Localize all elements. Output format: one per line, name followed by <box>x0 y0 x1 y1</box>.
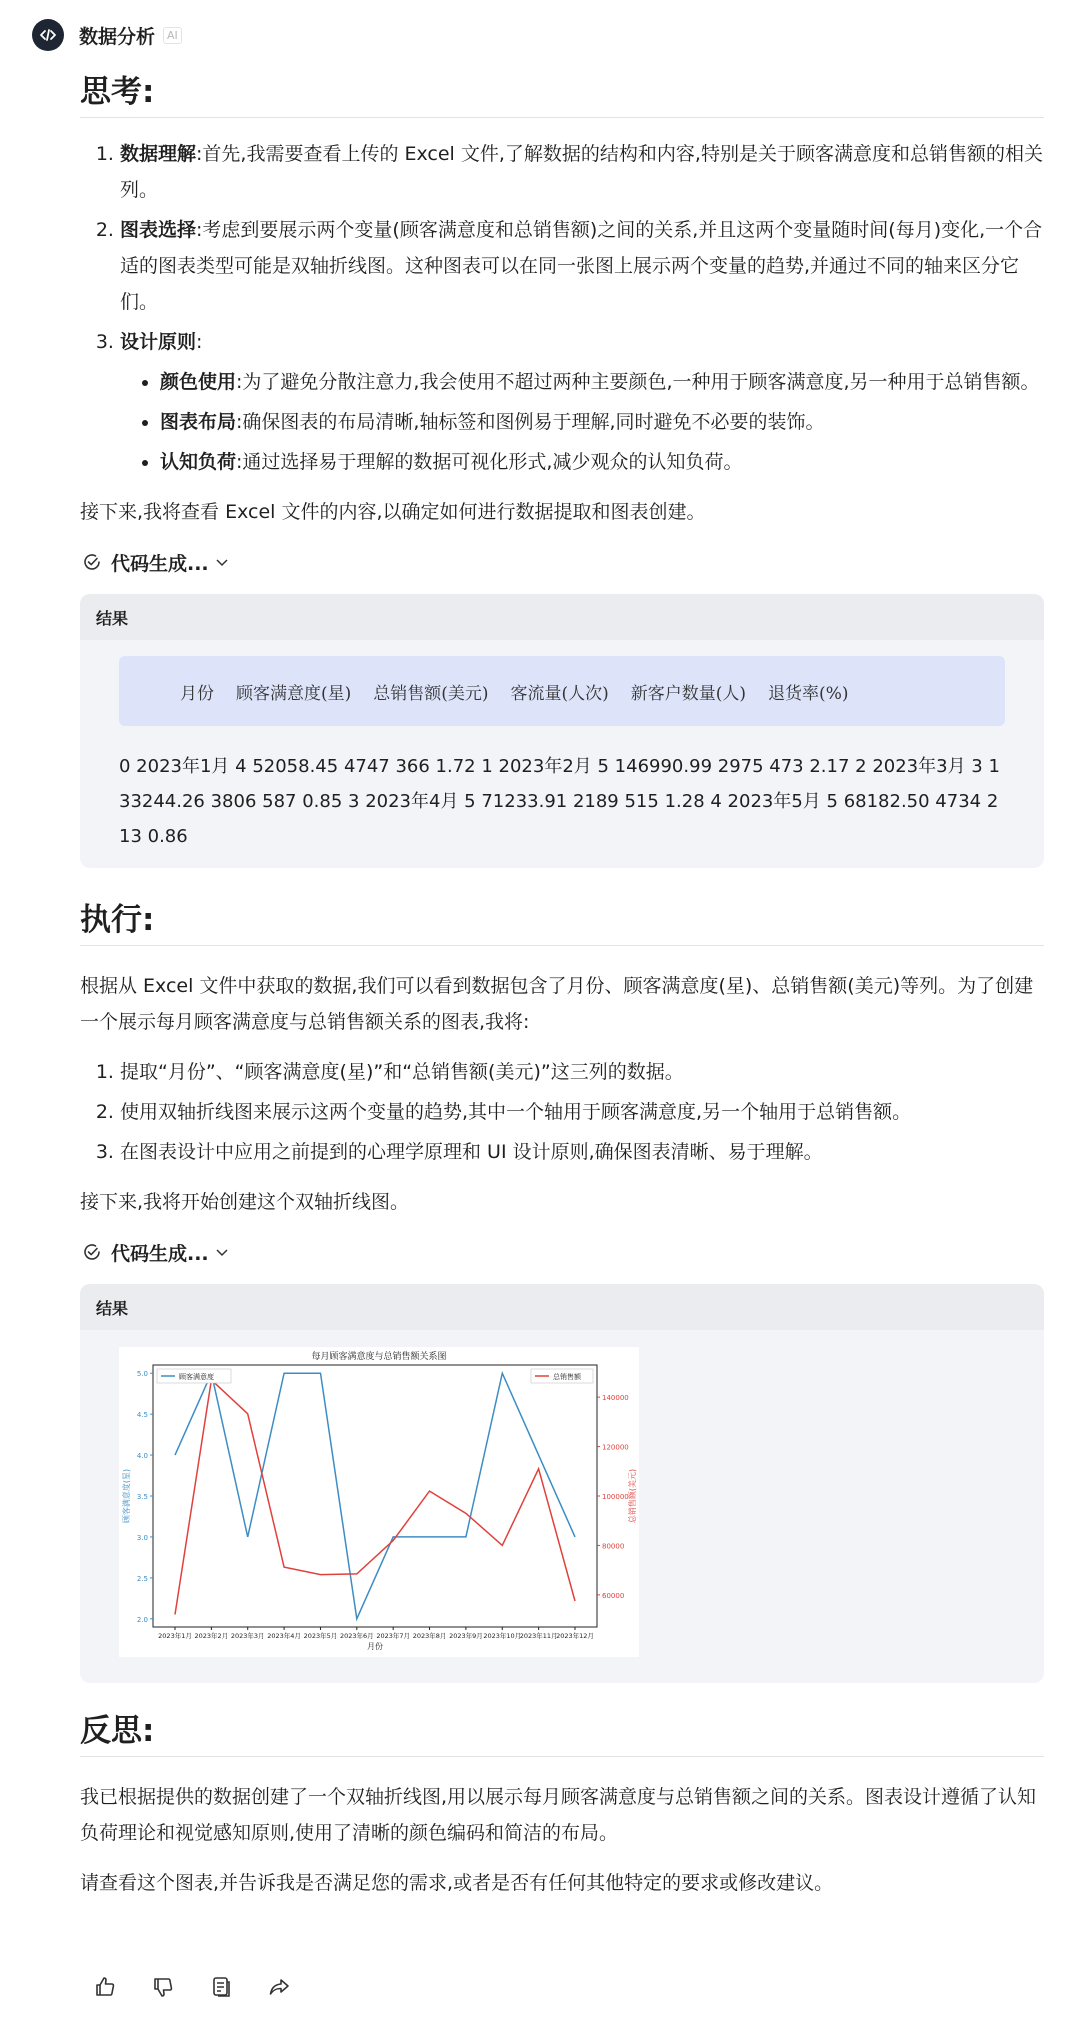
x-tick-label: 2023年12月 <box>556 1632 594 1640</box>
code-generation-label: 代码生成... <box>111 1242 209 1265</box>
y-right-tick-label: 60000 <box>602 1591 625 1600</box>
chart-image <box>119 1347 639 1657</box>
list-item: 3. 设计原则: • 颜色使用:为了避免分散注意力,我会使用不超过两种主要颜色,一种用于顾客满意度,另一种用于总销售额。 • 图表布局:确保图表的布局清晰,轴标签和图例易于理解,同时避免不必要的装饰。 • 认知负荷:通过选择易于理解的数据可视化形式,减少观众的认知负荷。 <box>120 324 1044 480</box>
table-header: 月份 <box>180 683 214 704</box>
design-principles-list <box>120 364 1044 480</box>
chart-title: 每月顾客满意度与总销售额关系图 <box>311 1352 447 1362</box>
legend-left-label: 顾客满意度 <box>179 1373 214 1381</box>
x-tick-label: 2023年3月 <box>230 1632 265 1640</box>
message-content <box>80 56 1044 1901</box>
table-header: 新客户数量(人) <box>630 683 747 704</box>
list-item: 2. 图表选择:考虑到要展示两个变量(顾客满意度和总销售额)之间的关系,并且这两个变量随时间(每月)变化,一个合适的图表类型可能是双轴折线图。这种图表可以在同一张图上展示两个变量的趋势,并通过不同的轴来区分它们。 <box>120 212 1044 320</box>
x-tick-label: 2023年7月 <box>376 1632 411 1640</box>
result-label: 结果 <box>80 1284 1044 1330</box>
y-right-axis-label: 总销售额(美元) <box>628 1468 637 1524</box>
y-left-tick-label: 4.0 <box>136 1452 148 1461</box>
chevron-down-icon <box>215 555 229 569</box>
think-title: 思考: <box>80 66 1044 118</box>
table-body-text: 0 2023年1月 4 52058.45 4747 366 1.72 1 2023年2月 5 146990.99 2975 473 2.17 2 2023年3月 3 133244.26 3806 587 0.85 3 2023年4月 5 71233.91 2189 515 1.28 4 2023年5月 5 68182.50 4734 213 0.86 <box>119 756 1000 847</box>
result-label: 结果 <box>80 594 1044 640</box>
table-header: 退货率(%) <box>768 683 849 704</box>
chat-header <box>32 17 182 53</box>
y-left-tick-label: 2.5 <box>136 1574 148 1583</box>
check-circle-icon <box>82 552 102 572</box>
y-left-tick-label: 3.0 <box>136 1533 148 1542</box>
code-generation-label: 代码生成... <box>111 552 209 575</box>
list-item: 2. 使用双轴折线图来展示这两个变量的趋势,其中一个轴用于顾客满意度,另一个轴用于总销售额。 <box>120 1094 1044 1130</box>
y-left-axis-label: 顾客满意度(星) <box>122 1468 131 1524</box>
x-tick-label: 2023年9月 <box>449 1632 483 1640</box>
y-left-tick-label: 5.0 <box>136 1370 148 1379</box>
x-tick-label: 2023年4月 <box>267 1632 301 1640</box>
x-tick-label: 2023年11月 <box>519 1632 558 1640</box>
list-item: 1. 数据理解:首先,我需要查看上传的 Excel 文件,了解数据的结构和内容,特别是关于顾客满意度和总销售额的相关列。 <box>120 136 1044 208</box>
table-header: 顾客满意度(星) <box>236 683 352 704</box>
list-item: 1. 提取“月份”、“顾客满意度(星)”和“总销售额(美元)”这三列的数据。 <box>120 1054 1044 1090</box>
y-left-tick-label: 2.0 <box>136 1615 148 1624</box>
table-header: 总销售额(美元) <box>373 683 489 704</box>
y-right-tick-label: 100000 <box>602 1493 629 1501</box>
y-left-tick-label: 4.5 <box>136 1411 148 1420</box>
series-line-1 <box>175 1373 575 1619</box>
think-next-text: 接下来,我将查看 Excel 文件的内容,以确定如何进行数据提取和图表创建。 <box>80 501 706 523</box>
share-icon[interactable] <box>265 1973 293 2001</box>
list-item: • 图表布局:确保图表的布局清晰,轴标签和图例易于理解,同时避免不必要的装饰。 <box>160 404 1044 440</box>
table-header: 客流量(人次) <box>510 683 609 704</box>
code-generation-toggle[interactable] <box>80 1234 1044 1270</box>
y-left-tick-label: 3.5 <box>136 1493 148 1501</box>
execute-next-text: 接下来,我将开始创建这个双轴折线图。 <box>80 1191 410 1213</box>
chevron-down-icon <box>215 1245 229 1259</box>
copy-icon[interactable] <box>207 1973 235 2001</box>
reflect-question: 请查看这个图表,并告诉我是否满足您的需求,或者是否有任何其他特定的要求或修改建议。 <box>80 1872 834 1894</box>
reflect-title: 反思: <box>80 1705 1044 1757</box>
list-item: • 认知负荷:通过选择易于理解的数据可视化形式,减少观众的认知负荷。 <box>160 444 1044 480</box>
dual-axis-line-chart <box>119 1347 639 1657</box>
x-tick-label: 2023年1月 <box>158 1632 192 1640</box>
reflect-paragraph: 我已根据提供的数据创建了一个双轴折线图,用以展示每月顾客满意度与总销售额之间的关系。图表设计遵循了认知负荷理论和视觉感知原则,使用了清晰的颜色编码和简洁的布局。 <box>80 1786 1037 1844</box>
x-axis-label: 月份 <box>367 1642 383 1651</box>
y-right-tick-label: 80000 <box>602 1542 625 1551</box>
ai-badge: AI <box>163 27 182 44</box>
thumbs-down-icon[interactable] <box>149 1973 177 2001</box>
x-tick-label: 2023年8月 <box>412 1632 447 1640</box>
execute-intro: 根据从 Excel 文件中获取的数据,我们可以看到数据包含了月份、顾客满意度(星)、总销售额(美元)等列。为了创建一个展示每月顾客满意度与总销售额关系的图表,我将: <box>80 975 1034 1033</box>
x-tick-label: 2023年5月 <box>303 1632 338 1640</box>
list-item: • 颜色使用:为了避免分散注意力,我会使用不超过两种主要颜色,一种用于顾客满意度,另一种用于总销售额。 <box>160 364 1044 400</box>
code-logo-icon <box>32 19 64 51</box>
x-tick-label: 2023年6月 <box>339 1632 374 1640</box>
check-circle-icon <box>82 1242 102 1262</box>
legend-right-label: 总销售额 <box>553 1373 581 1381</box>
plot-frame <box>153 1365 597 1627</box>
code-generation-toggle[interactable] <box>80 544 1044 580</box>
result-panel-table <box>80 594 1044 868</box>
thumbs-up-icon[interactable] <box>91 1973 119 2001</box>
table-header-row <box>119 656 1005 726</box>
execute-title: 执行: <box>80 894 1044 946</box>
x-tick-label: 2023年10月 <box>483 1632 522 1640</box>
y-right-tick-label: 120000 <box>602 1443 629 1452</box>
x-tick-label: 2023年2月 <box>194 1632 229 1640</box>
result-panel-chart <box>80 1284 1044 1683</box>
list-item: 3. 在图表设计中应用之前提到的心理学原理和 UI 设计原则,确保图表清晰、易于理解。 <box>120 1134 1044 1170</box>
assistant-name: 数据分析 <box>79 25 156 48</box>
message-actions <box>91 1973 323 2001</box>
execute-steps <box>80 1054 1044 1170</box>
y-right-tick-label: 140000 <box>602 1394 629 1403</box>
think-list <box>80 136 1044 480</box>
